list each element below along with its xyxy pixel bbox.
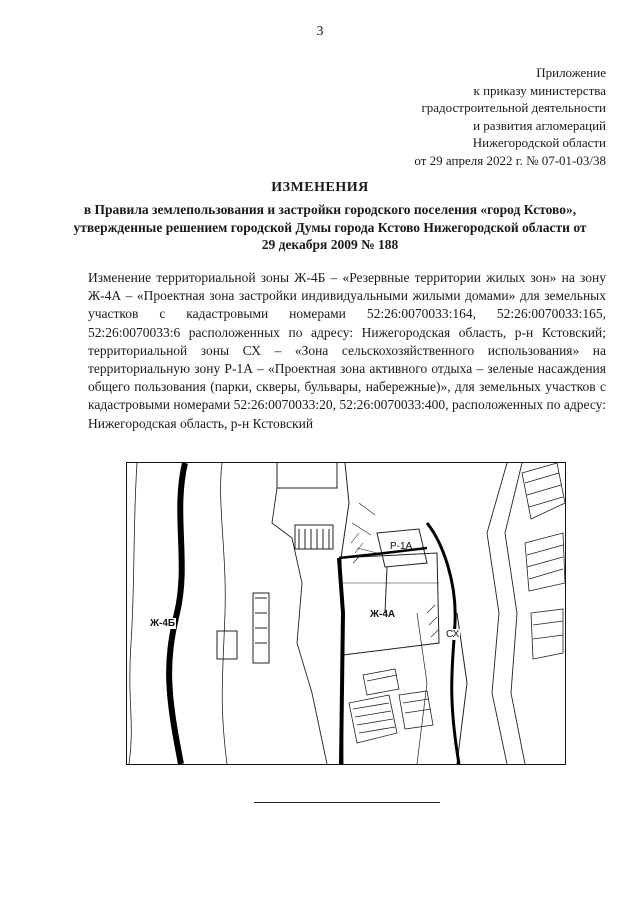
zoning-map <box>126 462 566 765</box>
document-title: ИЗМЕНЕНИЯ <box>271 180 369 195</box>
appendix-line: к приказу министерства <box>473 82 606 98</box>
appendix-line: от 29 апреля 2022 г. № 07-01-03/38 <box>414 152 606 168</box>
body-paragraph: Изменение территориальной зоны Ж-4Б – «Резервные территории жилых зон» на зону Ж-4А – «Проектная зона застройки индивидуальными жилыми домами» для земельных участков с кадастровыми номерами 52:26:0070033:164, 52:26:0070033:165, 52:26:0070033:6 расположенных по адресу: Нижегородская область, р-н Кстовский; территориальной зоны СХ – «Зона сельскохозяйственного использования» на территориальную зону Р-1А – «Проектная зона активного отдыха – зеленые насаждения общего пользования (парки, скверы, бульвары, набережные)», для земельных участков с кадастровыми номерами 52:26:0070033:20, 52:26:0070033:400, расположенных по адресу: Нижегородская область, р-н Кстовский <box>88 270 606 431</box>
map-label-zh4b: Ж-4Б <box>150 618 176 629</box>
map-label-r1a: Р-1А <box>390 541 413 552</box>
zone-boundary-zh4a <box>339 558 343 764</box>
appendix-header <box>414 64 606 169</box>
page-number: 3 <box>316 24 324 39</box>
separator-line <box>254 802 440 803</box>
appendix-line: Приложение <box>536 65 606 80</box>
appendix-line: Нижегородской области <box>472 135 606 150</box>
zone-boundary-zh4b <box>169 463 185 764</box>
map-label-zh4a: Ж-4А <box>370 609 396 620</box>
document-subtitle: в Правила землепользования и застройки городского поселения «город Кстово», утвержденные решением городской Думы города Кстово Нижегородской области от 29 декабря 2009 № 188 <box>73 202 587 252</box>
map-drawing <box>127 463 565 764</box>
map-label-ch: СХ <box>446 629 460 640</box>
appendix-line: градостроительной деятельности <box>421 100 606 115</box>
appendix-line: и развития агломераций <box>473 117 606 133</box>
